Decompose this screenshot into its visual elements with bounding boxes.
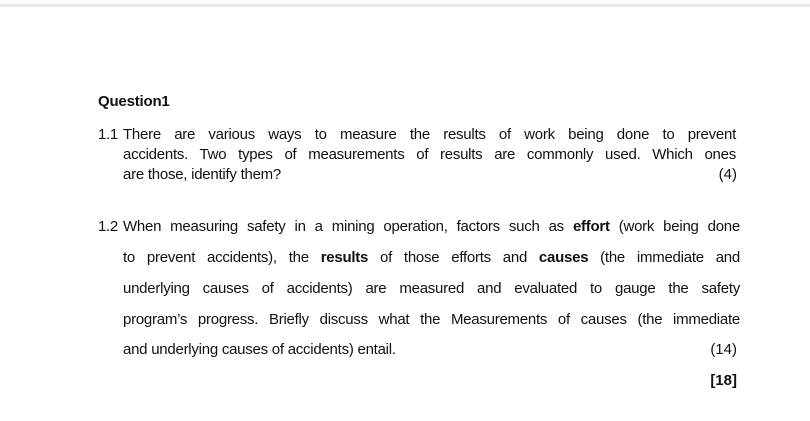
text: (the immediate and <box>588 249 740 266</box>
q1-line: are those, identify them? <box>123 166 282 183</box>
q2-line <box>123 218 740 236</box>
question-number-1-1: 1.1 <box>98 126 118 143</box>
bold-term-causes: causes <box>538 249 589 266</box>
text: of those efforts and <box>368 249 539 266</box>
q2-line <box>123 249 740 267</box>
q1-line: accidents. Two types of measurements of results are commonly used. Which ones <box>123 146 736 163</box>
q2-line: and underlying causes of accidents) entail. <box>123 341 396 358</box>
question-number-1-2: 1.2 <box>98 218 118 235</box>
text: When measuring safety in a mining operation, factors such as <box>123 218 573 235</box>
bold-term-results: results <box>320 249 369 266</box>
q2-line: program’s progress. Briefly discuss what the Measurements of causes (the immediate <box>123 311 740 328</box>
top-divider <box>0 4 810 7</box>
bold-term-effort: effort <box>572 218 610 235</box>
q2-line: underlying causes of accidents) are measured and evaluated to gauge the safety <box>123 280 740 297</box>
text: (work being done <box>609 218 740 235</box>
q2-marks: (14) <box>710 341 737 358</box>
text: to prevent accidents), the <box>123 249 321 266</box>
total-marks: [18] <box>710 372 737 389</box>
question-title: Question1 <box>98 93 170 110</box>
q1-line: There are various ways to measure the results of work being done to prevent <box>123 126 736 143</box>
q1-marks: (4) <box>718 166 737 183</box>
